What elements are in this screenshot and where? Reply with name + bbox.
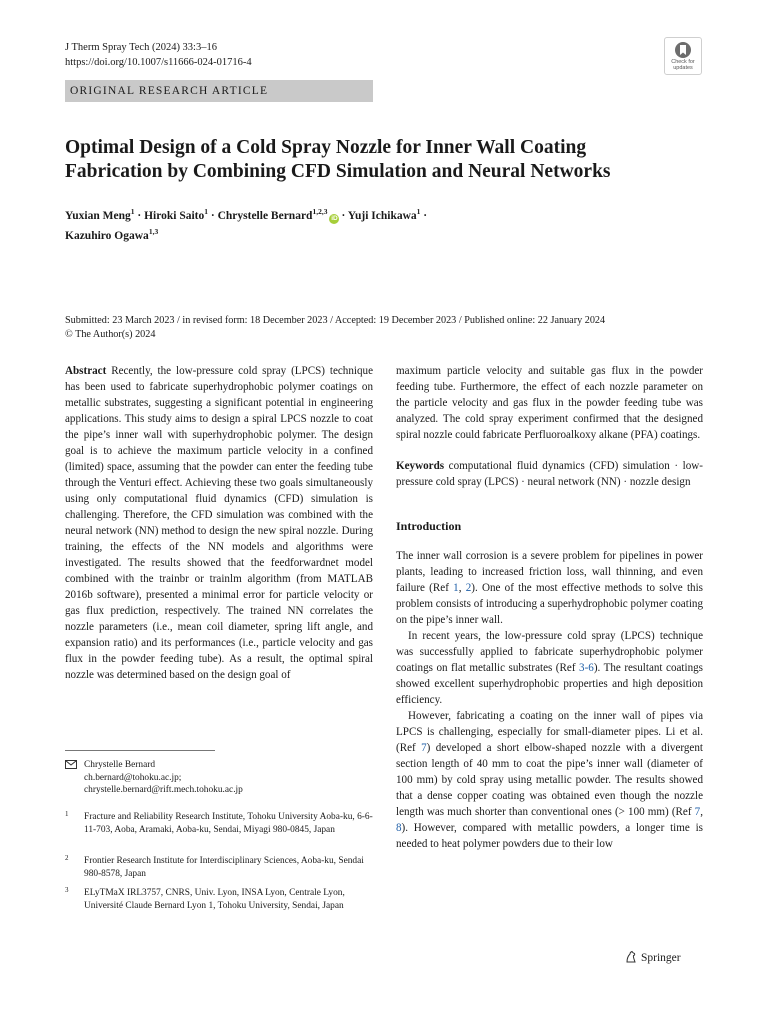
reference-link[interactable]: 8 <box>396 822 402 834</box>
author-name[interactable]: Hiroki Saito <box>144 209 205 222</box>
intro-paragraph-2 <box>396 628 703 708</box>
affiliation-text: ELyTMaX IRL3757, CNRS, Univ. Lyon, INSA Lyon, Centrale Lyon, Université Claude Bernard Lyon 1, Tohoku University, Sendai, Japan <box>84 888 345 911</box>
text-run: , <box>458 582 466 594</box>
keywords-text: computational fluid dynamics (CFD) simulation · low-pressure cold spray (LPCS) · neural network (NN) · nozzle design <box>396 460 703 488</box>
reference-link[interactable]: 1 <box>453 582 459 594</box>
running-header <box>65 40 252 70</box>
check-for-updates-badge[interactable] <box>664 37 702 75</box>
affiliation-text: Fracture and Reliability Research Institute, Tohoku University Aoba-ku, 6-6-11-703, Aoba, Aramaki, Aoba-ku, Sendai, Miyagi 980-0845, Japan <box>84 812 373 835</box>
author-affiliation: 1,3 <box>148 226 159 236</box>
left-column <box>65 363 373 683</box>
abstract-text: Recently, the low-pressure cold spray (LPCS) technique has been used to fabricate superhydrophobic polymer coatings on metallic substrates, suggesting a significant potential in engineering applications. This study aims to design a spiral LPCS nozzle to coat the pipe’s inner wall with superhydrophobic polymer. The design goal is to achieve the maximum particle velocity in a confined (limited) space, assuming that the powder can enter the feeding tube through the Venturi effect. Achieving these two goals simultaneously using only computational fluid dynamics (CFD) simulation is challenging. Therefore, the CFD simulation was combined with the neural network (NN) method to design the new spiral nozzle. During training, the effects of the NN models and algorithms were investigated. The results showed that the feedforwardnet model combined with the trainbr or trainlm algorithm (from MATLAB 2016b software), presented a minimal error for particle velocity or gas flux prediction, respectively. The trained NN correlates the nozzle parameters (i.e., mean coil diameter, spring lift angle, and expansion ratio) and its performances (i.e., particle velocity and gas flux in the powder feeding tube). As a result, the optimal spiral nozzle was determined based on the design goal of <box>65 365 373 681</box>
text-run: ). The resultant coatings showed excellent superhydrophobic properties and high deposition efficiency. <box>396 662 703 706</box>
author-name[interactable]: Chrystelle Bernard <box>217 209 313 222</box>
publisher-name: Springer <box>641 952 681 964</box>
doi-link[interactable]: https://doi.org/10.1007/s11666-024-01716-4 <box>65 57 252 68</box>
text-run: , <box>700 806 703 818</box>
affiliation-number: 1 <box>65 810 69 818</box>
reference-link[interactable]: 3-6 <box>579 662 594 674</box>
abstract <box>65 363 373 683</box>
footnote-divider <box>65 750 215 751</box>
section-heading-introduction: Introduction <box>396 519 462 533</box>
author-affiliation: 1,2,3 <box>312 207 328 216</box>
article-type-banner: ORIGINAL RESEARCH ARTICLE <box>65 80 373 102</box>
reference-link[interactable]: 7 <box>421 742 427 754</box>
envelope-icon <box>65 760 77 769</box>
corresponding-author: Chrystelle Bernard <box>84 760 156 770</box>
orcid-icon[interactable]: iD <box>331 214 338 222</box>
text-run: In recent years, the low-pressure cold spray (LPCS) technique was successfully applied to fabricate superhydrophobic polymer coatings on flat metallic substrates (Ref <box>396 630 703 674</box>
keywords-label: Keywords <box>396 460 445 472</box>
author-list: Yuxian Meng$^1$ · Hiroki Saito$^1$ · Chrystelle Bernard$^{1,2,3}$iD · Yuji Ichikawa$^1$ · Kazuhiro Ogawa$^{1,3}$ <box>65 207 428 242</box>
springer-horse-icon <box>624 950 638 964</box>
abstract-continued: maximum particle velocity and suitable gas flux in the powder feeding tube. Furthermore, the effect of each nozzle parameter on the particle velocity and gas flux in the powder feeding tube was analyzed. The cold spray experiment confirmed that the designed spiral nozzle could fabricate Perfluoroalkoxy alkane (PFA) coatings. <box>396 365 703 441</box>
author-affiliation: 1 <box>130 207 135 216</box>
abstract-label: Abstract <box>65 365 107 377</box>
copyright-line: © The Author(s) 2024 <box>65 329 156 340</box>
author-name[interactable]: Kazuhiro Ogawa <box>65 229 149 242</box>
correspondence-block <box>65 759 373 797</box>
date-line: Submitted: 23 March 2023 / in revised form: 18 December 2023 / Accepted: 19 December 2023 / Published online: 22 January 2024 <box>65 315 606 326</box>
email-link[interactable]: ch.bernard@tohoku.ac.jp; <box>84 772 182 783</box>
text-run: ). However, compared with metallic powders, a longer time is needed to heat polymer powders due to their low <box>396 822 703 850</box>
intro-paragraph-1 <box>396 548 703 628</box>
author-name[interactable]: Yuxian Meng <box>65 209 131 222</box>
text-run: ). One of the most effective methods to solve this problem consists of introducing a superhydrophobic polymer coating on the pipe’s inner wall. <box>396 582 703 626</box>
author-affiliation: 1 <box>204 207 208 216</box>
email-link[interactable]: chrystelle.bernard@rift.mech.tohoku.ac.jp <box>84 785 243 795</box>
affiliation-number: 2 <box>65 854 69 862</box>
reference-link[interactable]: 2 <box>465 582 472 594</box>
affiliation-number: 3 <box>65 886 69 894</box>
text-run: ) developed a short elbow-shaped nozzle with a divergent section length of 40 mm to coat the pipe’s inner wall (diameter of 100 mm) by cold spray using metallic powder. The results showed that a dense copper coating was obtained even though the nozzle length was much shorter than conventional ones (> 100 mm) (Ref <box>396 742 703 818</box>
reference-link[interactable]: 7 <box>694 806 701 818</box>
intro-paragraph-3 <box>396 708 703 852</box>
affiliation-2 <box>65 855 373 880</box>
bookmark-icon <box>673 41 693 59</box>
text-run: The inner wall corrosion is a severe problem for pipelines in power plants, leading to increased friction loss, wall thinning, and even failure (Ref <box>396 550 703 594</box>
badge-line-2: updates <box>673 65 693 71</box>
badge-line-1: Check for <box>671 59 695 65</box>
author-name[interactable]: Yuji Ichikawa <box>347 209 417 222</box>
paper-title: Optimal Design of a Cold Spray Nozzle for Inner Wall Coating Fabrication by Combining CFD Simulation and Neural Networks <box>65 137 611 182</box>
publication-history <box>65 314 705 342</box>
text-run: However, fabricating a coating on the inner wall of pipes via LPCS is challenging, especially for small-diameter pipes. Li et al. (Ref <box>396 710 703 754</box>
author-affiliation: 1 <box>416 207 421 216</box>
right-column <box>396 363 703 852</box>
affiliation-1 <box>65 811 373 836</box>
keywords <box>396 458 703 490</box>
publisher-logo <box>624 950 681 966</box>
affiliation-text: Frontier Research Institute for Interdisciplinary Sciences, Aoba-ku, Sendai 980-8578, Japan <box>84 856 364 879</box>
journal-citation: J Therm Spray Tech (2024) 33:3–16 <box>65 42 217 53</box>
affiliation-3 <box>65 887 373 912</box>
